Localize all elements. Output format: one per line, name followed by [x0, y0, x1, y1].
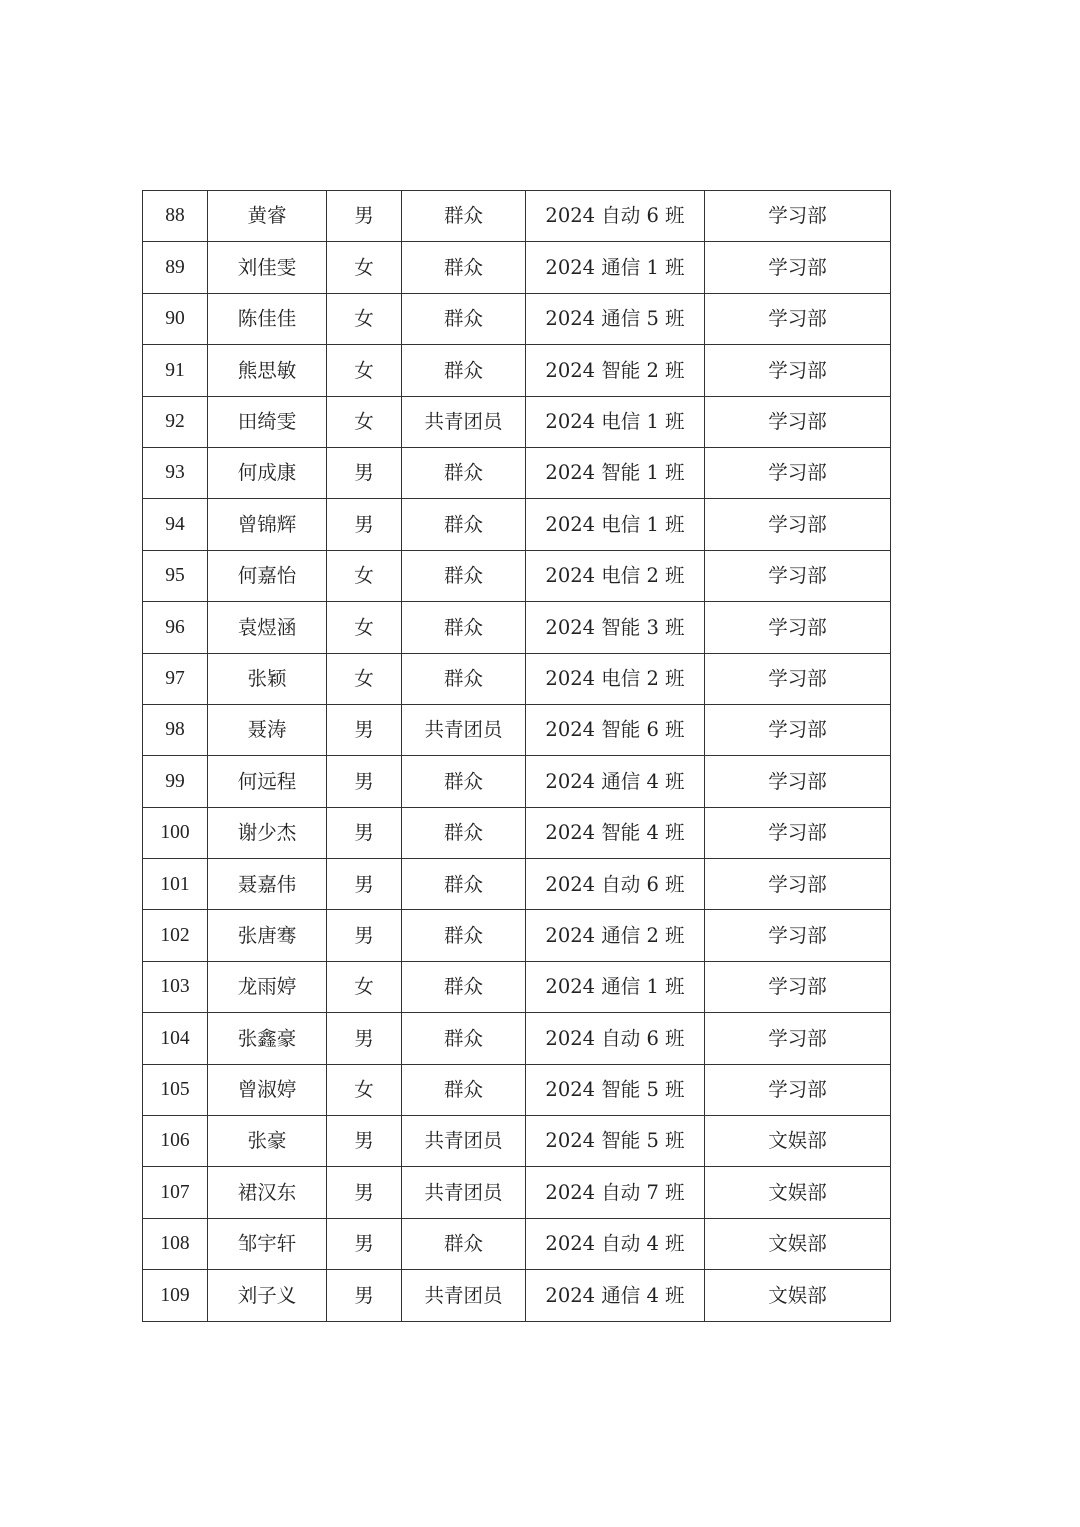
- cell-department: 文娱部: [705, 1270, 891, 1321]
- cell-number: 92: [143, 396, 208, 447]
- cell-number: 94: [143, 499, 208, 550]
- table-row: [143, 807, 891, 858]
- cell-name: 刘子义: [208, 1270, 327, 1321]
- cell-gender: 男: [327, 807, 402, 858]
- cell-number: 91: [143, 345, 208, 396]
- cell-department: 学习部: [705, 961, 891, 1012]
- roster-table-body: [143, 191, 891, 1322]
- table-row: [143, 1013, 891, 1064]
- cell-political-status: 群众: [402, 293, 526, 344]
- cell-department: 学习部: [705, 396, 891, 447]
- cell-department: 文娱部: [705, 1116, 891, 1167]
- table-row: [143, 1218, 891, 1269]
- cell-political-status: 群众: [402, 961, 526, 1012]
- table-row: [143, 859, 891, 910]
- cell-political-status: 群众: [402, 242, 526, 293]
- cell-political-status: 共青团员: [402, 1116, 526, 1167]
- cell-gender: 女: [327, 961, 402, 1012]
- cell-number: 93: [143, 447, 208, 498]
- cell-gender: 男: [327, 859, 402, 910]
- cell-number: 98: [143, 704, 208, 755]
- cell-gender: 女: [327, 293, 402, 344]
- cell-name: 田绮雯: [208, 396, 327, 447]
- cell-name: 张豪: [208, 1116, 327, 1167]
- cell-political-status: 群众: [402, 1064, 526, 1115]
- cell-department: 学习部: [705, 447, 891, 498]
- member-roster-table: [142, 190, 891, 1322]
- cell-name: 何远程: [208, 756, 327, 807]
- cell-name: 裙汉东: [208, 1167, 327, 1218]
- cell-political-status: 群众: [402, 807, 526, 858]
- cell-class: 2024 智能 4 班: [526, 807, 705, 858]
- cell-political-status: 共青团员: [402, 1167, 526, 1218]
- cell-department: 文娱部: [705, 1218, 891, 1269]
- cell-political-status: 群众: [402, 859, 526, 910]
- cell-number: 109: [143, 1270, 208, 1321]
- table-row: [143, 1270, 891, 1321]
- cell-number: 104: [143, 1013, 208, 1064]
- cell-number: 99: [143, 756, 208, 807]
- table-row: [143, 1116, 891, 1167]
- cell-number: 97: [143, 653, 208, 704]
- cell-class: 2024 通信 1 班: [526, 242, 705, 293]
- cell-number: 107: [143, 1167, 208, 1218]
- table-row: [143, 499, 891, 550]
- cell-gender: 男: [327, 1218, 402, 1269]
- cell-department: 学习部: [705, 345, 891, 396]
- cell-class: 2024 智能 6 班: [526, 704, 705, 755]
- cell-department: 学习部: [705, 293, 891, 344]
- cell-class: 2024 自动 6 班: [526, 859, 705, 910]
- table-row: [143, 191, 891, 242]
- cell-class: 2024 智能 5 班: [526, 1064, 705, 1115]
- cell-gender: 女: [327, 1064, 402, 1115]
- cell-number: 96: [143, 602, 208, 653]
- cell-name: 袁煜涵: [208, 602, 327, 653]
- cell-political-status: 群众: [402, 345, 526, 396]
- cell-number: 100: [143, 807, 208, 858]
- cell-gender: 男: [327, 1116, 402, 1167]
- cell-gender: 男: [327, 447, 402, 498]
- cell-class: 2024 电信 1 班: [526, 396, 705, 447]
- cell-name: 刘佳雯: [208, 242, 327, 293]
- cell-department: 学习部: [705, 910, 891, 961]
- cell-name: 邹宇轩: [208, 1218, 327, 1269]
- cell-gender: 男: [327, 756, 402, 807]
- cell-class: 2024 通信 1 班: [526, 961, 705, 1012]
- cell-gender: 男: [327, 499, 402, 550]
- cell-class: 2024 自动 6 班: [526, 1013, 705, 1064]
- cell-number: 106: [143, 1116, 208, 1167]
- table-row: [143, 396, 891, 447]
- cell-number: 89: [143, 242, 208, 293]
- cell-name: 何成康: [208, 447, 327, 498]
- table-row: [143, 910, 891, 961]
- cell-gender: 女: [327, 602, 402, 653]
- cell-class: 2024 智能 2 班: [526, 345, 705, 396]
- cell-political-status: 群众: [402, 602, 526, 653]
- cell-name: 黄睿: [208, 191, 327, 242]
- table-row: [143, 961, 891, 1012]
- table-row: [143, 602, 891, 653]
- cell-department: 学习部: [705, 550, 891, 601]
- cell-gender: 女: [327, 242, 402, 293]
- cell-name: 张颖: [208, 653, 327, 704]
- cell-name: 张鑫豪: [208, 1013, 327, 1064]
- cell-class: 2024 智能 5 班: [526, 1116, 705, 1167]
- cell-class: 2024 智能 1 班: [526, 447, 705, 498]
- cell-political-status: 共青团员: [402, 1270, 526, 1321]
- cell-political-status: 群众: [402, 1218, 526, 1269]
- cell-political-status: 共青团员: [402, 704, 526, 755]
- cell-political-status: 群众: [402, 1013, 526, 1064]
- cell-gender: 女: [327, 345, 402, 396]
- cell-number: 95: [143, 550, 208, 601]
- cell-number: 108: [143, 1218, 208, 1269]
- cell-class: 2024 自动 6 班: [526, 191, 705, 242]
- cell-class: 2024 智能 3 班: [526, 602, 705, 653]
- cell-name: 陈佳佳: [208, 293, 327, 344]
- cell-department: 学习部: [705, 859, 891, 910]
- cell-political-status: 群众: [402, 191, 526, 242]
- cell-name: 张唐骞: [208, 910, 327, 961]
- cell-department: 学习部: [705, 1013, 891, 1064]
- cell-department: 学习部: [705, 807, 891, 858]
- cell-department: 学习部: [705, 1064, 891, 1115]
- table-row: [143, 550, 891, 601]
- cell-department: 学习部: [705, 602, 891, 653]
- cell-class: 2024 电信 2 班: [526, 653, 705, 704]
- cell-department: 学习部: [705, 242, 891, 293]
- cell-class: 2024 通信 4 班: [526, 1270, 705, 1321]
- cell-political-status: 群众: [402, 756, 526, 807]
- cell-number: 103: [143, 961, 208, 1012]
- cell-name: 何嘉怡: [208, 550, 327, 601]
- cell-political-status: 共青团员: [402, 396, 526, 447]
- table-row: [143, 1064, 891, 1115]
- cell-political-status: 群众: [402, 499, 526, 550]
- cell-gender: 女: [327, 653, 402, 704]
- cell-political-status: 群众: [402, 447, 526, 498]
- cell-department: 文娱部: [705, 1167, 891, 1218]
- table-row: [143, 345, 891, 396]
- cell-class: 2024 自动 4 班: [526, 1218, 705, 1269]
- cell-class: 2024 通信 2 班: [526, 910, 705, 961]
- cell-gender: 女: [327, 396, 402, 447]
- table-row: [143, 242, 891, 293]
- cell-name: 曾淑婷: [208, 1064, 327, 1115]
- cell-department: 学习部: [705, 191, 891, 242]
- cell-gender: 男: [327, 910, 402, 961]
- cell-department: 学习部: [705, 499, 891, 550]
- cell-gender: 男: [327, 1013, 402, 1064]
- cell-name: 谢少杰: [208, 807, 327, 858]
- cell-political-status: 群众: [402, 653, 526, 704]
- cell-class: 2024 电信 2 班: [526, 550, 705, 601]
- cell-class: 2024 电信 1 班: [526, 499, 705, 550]
- cell-political-status: 群众: [402, 550, 526, 601]
- cell-number: 105: [143, 1064, 208, 1115]
- cell-number: 102: [143, 910, 208, 961]
- cell-name: 聂嘉伟: [208, 859, 327, 910]
- cell-department: 学习部: [705, 653, 891, 704]
- cell-class: 2024 自动 7 班: [526, 1167, 705, 1218]
- table-row: [143, 704, 891, 755]
- cell-gender: 男: [327, 191, 402, 242]
- table-row: [143, 1167, 891, 1218]
- table-row: [143, 447, 891, 498]
- cell-name: 熊思敏: [208, 345, 327, 396]
- cell-name: 曾锦辉: [208, 499, 327, 550]
- cell-gender: 男: [327, 1270, 402, 1321]
- cell-department: 学习部: [705, 756, 891, 807]
- cell-class: 2024 通信 4 班: [526, 756, 705, 807]
- cell-gender: 男: [327, 704, 402, 755]
- cell-number: 88: [143, 191, 208, 242]
- table-row: [143, 756, 891, 807]
- table-row: [143, 653, 891, 704]
- table-row: [143, 293, 891, 344]
- cell-department: 学习部: [705, 704, 891, 755]
- cell-political-status: 群众: [402, 910, 526, 961]
- cell-gender: 女: [327, 550, 402, 601]
- cell-name: 聂涛: [208, 704, 327, 755]
- cell-number: 90: [143, 293, 208, 344]
- cell-gender: 男: [327, 1167, 402, 1218]
- cell-class: 2024 通信 5 班: [526, 293, 705, 344]
- cell-number: 101: [143, 859, 208, 910]
- cell-name: 龙雨婷: [208, 961, 327, 1012]
